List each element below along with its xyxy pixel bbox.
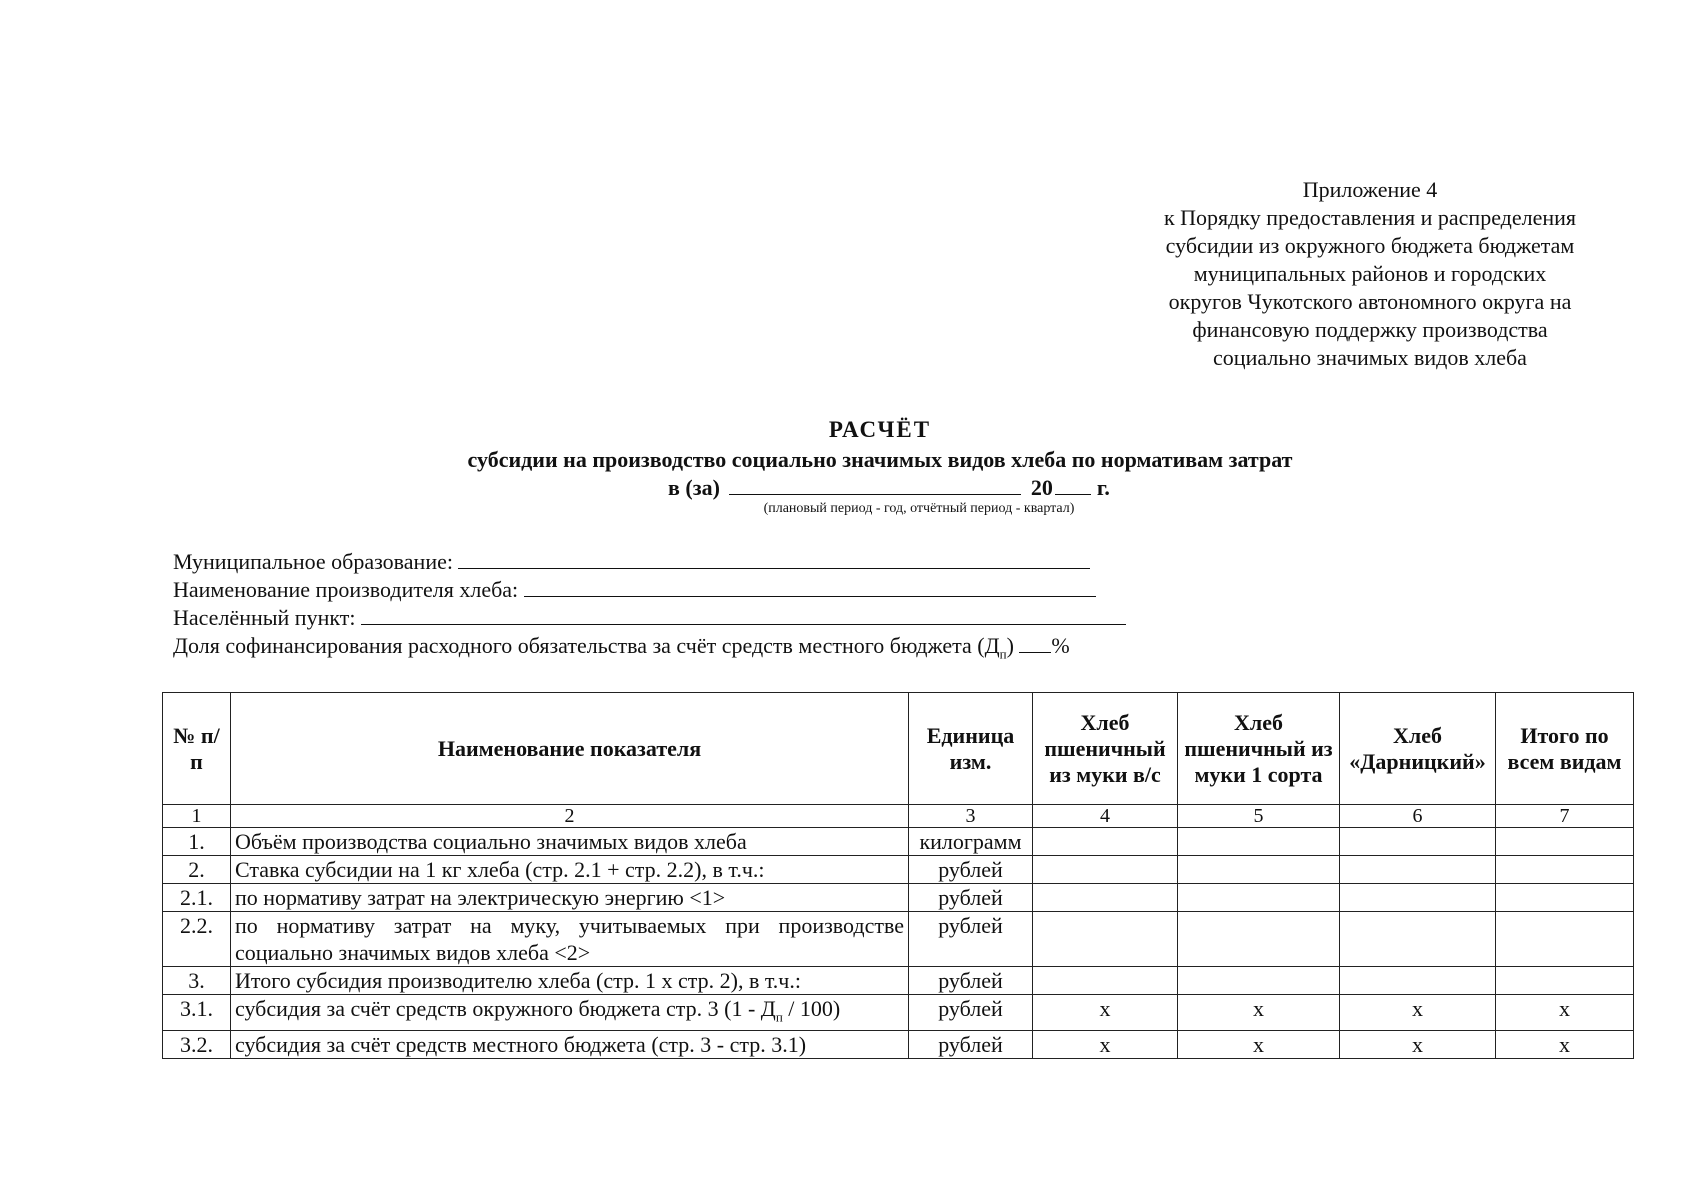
row-name (231, 995, 909, 1031)
table-row (163, 995, 1634, 1031)
header-name: Наименование показателя (231, 693, 909, 805)
row-name-subscript: п (775, 1009, 783, 1025)
cell-darnitsky[interactable] (1340, 856, 1496, 884)
cell-darnitsky[interactable] (1340, 912, 1496, 967)
column-number: 3 (909, 805, 1033, 828)
cell-darnitsky[interactable] (1340, 884, 1496, 912)
cell-darnitsky: х (1340, 995, 1496, 1031)
table-row (163, 856, 1634, 884)
row-unit: рублей (909, 912, 1033, 967)
period-hint: (плановый период - год, отчётный период - квартал) (763, 501, 1075, 516)
cofinancing-share-label: Доля софинансирования расходного обязательства за счёт средств местного бюджета (Д (173, 633, 1000, 658)
header-fields (173, 548, 1126, 668)
row-unit: рублей (909, 1031, 1033, 1059)
row-number: 2.1. (163, 884, 231, 912)
appendix-line: финансовую поддержку производства (1192, 317, 1548, 342)
header-num: № п/п (163, 693, 231, 805)
cell-darnitsky[interactable] (1340, 828, 1496, 856)
cell-total[interactable] (1496, 828, 1634, 856)
period-blank-field[interactable] (729, 474, 1021, 495)
row-name-part: / 100) (782, 996, 841, 1021)
row-number: 2.2. (163, 912, 231, 967)
period-suffix: г. (1096, 475, 1110, 500)
calculation-table (162, 692, 1634, 1059)
cofinancing-share-row (173, 632, 1126, 668)
appendix-line: Приложение 4 (1302, 177, 1438, 202)
table-row (163, 912, 1634, 967)
header-darnitsky: Хлеб «Дарницкий» (1340, 693, 1496, 805)
row-number: 2. (163, 856, 231, 884)
cell-wheat-premium[interactable] (1033, 856, 1178, 884)
row-unit: рублей (909, 856, 1033, 884)
document-title-block (0, 415, 1698, 517)
municipality-blank-field[interactable] (458, 548, 1090, 569)
cofinancing-share-close: ) (1006, 633, 1014, 658)
column-number-row (163, 805, 1634, 828)
row-name: Итого субсидия производителю хлеба (стр. 1 х стр. 2), в т.ч.: (231, 967, 909, 995)
row-name: субсидия за счёт средств местного бюджета (стр. 3 - стр. 3.1) (231, 1031, 909, 1059)
cell-wheat-first-grade: х (1178, 995, 1340, 1031)
cell-wheat-first-grade[interactable] (1178, 967, 1340, 995)
cofinancing-share-blank-field[interactable] (1019, 632, 1051, 653)
municipality-label: Муниципальное образование: (173, 549, 453, 574)
cell-total: х (1496, 995, 1634, 1031)
producer-row (173, 576, 1126, 604)
appendix-note (1130, 176, 1610, 372)
cell-wheat-premium[interactable] (1033, 828, 1178, 856)
row-name: Ставка субсидии на 1 кг хлеба (стр. 2.1 + стр. 2.2), в т.ч.: (231, 856, 909, 884)
cell-wheat-premium[interactable] (1033, 912, 1178, 967)
row-name: по нормативу затрат на электрическую энергию <1> (231, 884, 909, 912)
period-prefix: в (за) (668, 475, 720, 500)
producer-blank-field[interactable] (524, 576, 1096, 597)
row-unit: рублей (909, 967, 1033, 995)
row-unit: рублей (909, 884, 1033, 912)
table-row (163, 884, 1634, 912)
document-subtitle: субсидии на производство социально значимых видов хлеба по нормативам затрат (467, 447, 1293, 472)
row-number: 3.1. (163, 995, 231, 1031)
cell-total[interactable] (1496, 912, 1634, 967)
cofinancing-share-subscript: п (999, 646, 1007, 662)
row-number: 1. (163, 828, 231, 856)
cell-wheat-first-grade[interactable] (1178, 856, 1340, 884)
table-row (163, 1031, 1634, 1059)
column-number: 1 (163, 805, 231, 828)
cell-total: х (1496, 1031, 1634, 1059)
header-wheat-premium: Хлеб пшеничный из муки в/с (1033, 693, 1178, 805)
cell-wheat-first-grade[interactable] (1178, 884, 1340, 912)
header-total: Итого по всем видам (1496, 693, 1634, 805)
calculation-table-wrap (162, 692, 1634, 1059)
cell-wheat-premium: х (1033, 995, 1178, 1031)
column-number: 6 (1340, 805, 1496, 828)
appendix-line: субсидии из окружного бюджета бюджетам (1165, 233, 1575, 258)
appendix-line: округов Чукотского автономного округа на (1168, 289, 1572, 314)
appendix-line: к Порядку предоставления и распределения (1163, 205, 1577, 230)
period-line (80, 474, 1698, 501)
cell-wheat-first-grade: х (1178, 1031, 1340, 1059)
cell-total[interactable] (1496, 856, 1634, 884)
cell-total[interactable] (1496, 884, 1634, 912)
row-name: по нормативу затрат на муку, учитываемых при производстве социально значимых видов хлеба <2> (231, 912, 909, 967)
column-number: 2 (231, 805, 909, 828)
settlement-blank-field[interactable] (361, 604, 1126, 625)
row-unit: рублей (909, 995, 1033, 1031)
table-row (163, 967, 1634, 995)
table-header-row (163, 693, 1634, 805)
year-blank-field[interactable] (1055, 474, 1091, 495)
producer-label: Наименование производителя хлеба: (173, 577, 519, 602)
column-number: 7 (1496, 805, 1634, 828)
row-unit: килограмм (909, 828, 1033, 856)
cofinancing-share-unit: % (1051, 633, 1070, 658)
cell-wheat-premium[interactable] (1033, 884, 1178, 912)
settlement-row (173, 604, 1126, 632)
appendix-line: муниципальных районов и городских (1193, 261, 1547, 286)
cell-wheat-first-grade[interactable] (1178, 912, 1340, 967)
cell-darnitsky[interactable] (1340, 967, 1496, 995)
cell-wheat-premium[interactable] (1033, 967, 1178, 995)
settlement-label: Населённый пункт: (173, 605, 356, 630)
municipality-row (173, 548, 1126, 576)
cell-wheat-premium: х (1033, 1031, 1178, 1059)
appendix-line: социально значимых видов хлеба (1213, 345, 1527, 370)
row-name-part: субсидия за счёт средств окружного бюджета стр. 3 (1 - Д (235, 996, 776, 1021)
column-number: 4 (1033, 805, 1178, 828)
header-unit: Единица изм. (909, 693, 1033, 805)
row-number: 3. (163, 967, 231, 995)
cell-total[interactable] (1496, 967, 1634, 995)
document-title: РАСЧЁТ (828, 417, 932, 442)
cell-darnitsky: х (1340, 1031, 1496, 1059)
row-number: 3.2. (163, 1031, 231, 1059)
cell-wheat-first-grade[interactable] (1178, 828, 1340, 856)
header-wheat-first-grade: Хлеб пшеничный из муки 1 сорта (1178, 693, 1340, 805)
column-number: 5 (1178, 805, 1340, 828)
period-year: 20 (1030, 475, 1053, 500)
table-row (163, 828, 1634, 856)
row-name: Объём производства социально значимых видов хлеба (231, 828, 909, 856)
